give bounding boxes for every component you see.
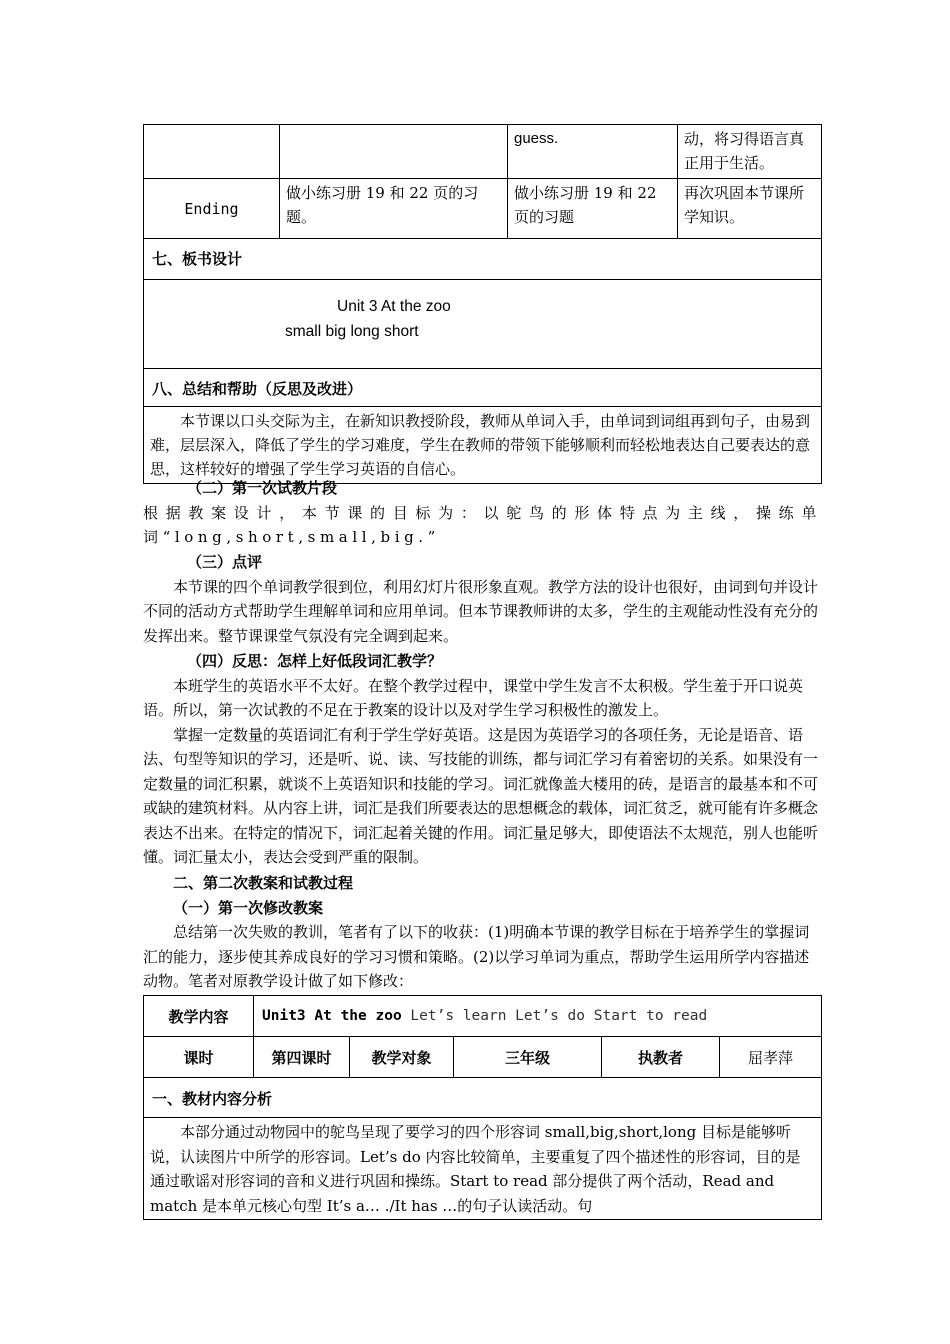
unit-sections: Let’s learn Let’s do Start to read bbox=[401, 1008, 708, 1024]
teacher-value: 屈孝萍 bbox=[720, 1037, 822, 1078]
section-reflect bbox=[143, 649, 821, 870]
audience-label: 教学对象 bbox=[350, 1037, 454, 1078]
section-heading: （二）第一次试教片段 bbox=[187, 479, 338, 497]
analysis-header: 一、教材内容分析 bbox=[144, 1078, 822, 1118]
table-cell-purpose: 动，将习得语言真正用于生活。 bbox=[678, 125, 822, 179]
section-heading: （四）反思：怎样上好低段词汇教学？ bbox=[187, 652, 443, 670]
section-heading: 二、第二次教案和试教过程 bbox=[173, 874, 354, 892]
student-activity: 做小练习册 19 和 22 页的习题 bbox=[508, 179, 678, 239]
section-paragraph: 总结第一次失败的教训，笔者有了以下的收获：(1)明确本节课的教学目标在于培养学生的掌握词汇的能力，逐步使其养成良好的学习习惯和策略。(2)以学习单词为重点，帮助学生运用所学内容描述动物。笔者对原教学设计做了如下修改： bbox=[143, 923, 810, 990]
section-paragraph: 掌握一定数量的英语词汇有利于学生学好英语。这是因为英语学习的各项任务，无论是语音、语法、句型等知识的学习，还是听、说、读、写技能的训练，都与词汇学习有着密切的关系。如果没有一定数量的词汇积累，就谈不上英语知识和技能的学习。词汇就像盖大楼用的砖，是语言的最基本和不可或缺的建筑材料。从内容上讲，词汇是我们所要表达的思想概念的载体，词汇贫乏，就可能有许多概念表达不出来。在特定的情况下，词汇起着关键的作用。词汇量足够大，即使语法不太规范，别人也能听懂。词汇量太小，表达会受到严重的限制。 bbox=[143, 725, 819, 866]
unit-title: Unit3 At the zoo bbox=[262, 1008, 402, 1024]
period-label: 课时 bbox=[144, 1037, 254, 1078]
table-row-ending bbox=[144, 179, 822, 239]
table-row-analysis-header bbox=[144, 1078, 822, 1118]
summary-header: 八、总结和帮助（反思及改进） bbox=[144, 369, 822, 407]
design-purpose: 再次巩固本节课所学知识。 bbox=[678, 179, 822, 239]
teaching-content-value bbox=[254, 996, 822, 1037]
analysis-text: 本部分通过动物园中的鸵鸟呈现了要学习的四个形容词 small,big,short,long 目标是能够听说，认读图片中所学的形容词。Let’s do 内容比较简单，主要重复了四个描述性的形容词，目的是通过歌谣对形容词的音和义进行巩固和操练。Start to read 部分提供了两个活动，Read and match 是本单元核心句型 It’s a… ./It has …的句子认读活动。句 bbox=[144, 1118, 822, 1220]
section-heading: （三）点评 bbox=[187, 553, 263, 571]
table-row-board bbox=[144, 280, 822, 369]
section-paragraph: 根据教案设计，本节课的目标为：以鸵鸟的形体特点为主线，操练单词“long,short,small,big.” bbox=[143, 503, 821, 546]
revised-lesson-plan-table bbox=[143, 995, 822, 1220]
teaching-content-label: 教学内容 bbox=[144, 996, 254, 1037]
table-cell bbox=[144, 125, 280, 179]
section-paragraph: 本班学生的英语水平不太好。在整个教学过程中，课堂中学生发言不太积极。学生羞于开口说英语。所以，第一次试教的不足在于教案的设计以及对学生学习积极性的激发上。 bbox=[143, 676, 804, 719]
lesson-plan-table-continued bbox=[143, 124, 822, 484]
board-line-2: small big long short bbox=[285, 323, 419, 340]
table-row-guess bbox=[144, 125, 822, 179]
period-value: 第四课时 bbox=[254, 1037, 350, 1078]
summary-text: 本节课以口头交际为主，在新知识教授阶段，教师从单词入手，由单词到词组再到句子，由易到难，层层深入，降低了学生的学习难度，学生在教师的带领下能够顺利而轻松地表达自己要表达的意思，这样较好的增强了学生学习英语的自信心。 bbox=[144, 407, 822, 484]
section-second bbox=[143, 871, 821, 994]
section-trial bbox=[143, 476, 821, 550]
teacher-activity: 做小练习册 19 和 22 页的习题。 bbox=[280, 179, 508, 239]
table-row-analysis bbox=[144, 1118, 822, 1220]
board-design-content bbox=[144, 280, 822, 369]
board-design-header: 七、板书设计 bbox=[144, 239, 822, 280]
table-row-meta bbox=[144, 1037, 822, 1078]
table-row-content bbox=[144, 996, 822, 1037]
board-line-1: Unit 3 At the zoo bbox=[337, 298, 451, 315]
table-cell-guess: guess. bbox=[508, 125, 678, 179]
teacher-label: 执教者 bbox=[602, 1037, 720, 1078]
table-cell bbox=[280, 125, 508, 179]
stage-ending: Ending bbox=[144, 179, 280, 239]
section-paragraph: 本节课的四个单词教学很到位，利用幻灯片很形象直观。教学方法的设计也很好，由词到句并设计不同的活动方式帮助学生理解单词和应用单词。但本节课教师讲的太多，学生的主观能动性没有充分的发挥出来。整节课课堂气氛没有完全调到起来。 bbox=[143, 577, 819, 645]
section-comment bbox=[143, 550, 821, 648]
section-subheading: （一）第一次修改教案 bbox=[173, 898, 324, 917]
table-row-summary bbox=[144, 407, 822, 484]
table-row-summary-header bbox=[144, 369, 822, 407]
table-row-board-header bbox=[144, 239, 822, 280]
audience-value: 三年级 bbox=[454, 1037, 602, 1078]
